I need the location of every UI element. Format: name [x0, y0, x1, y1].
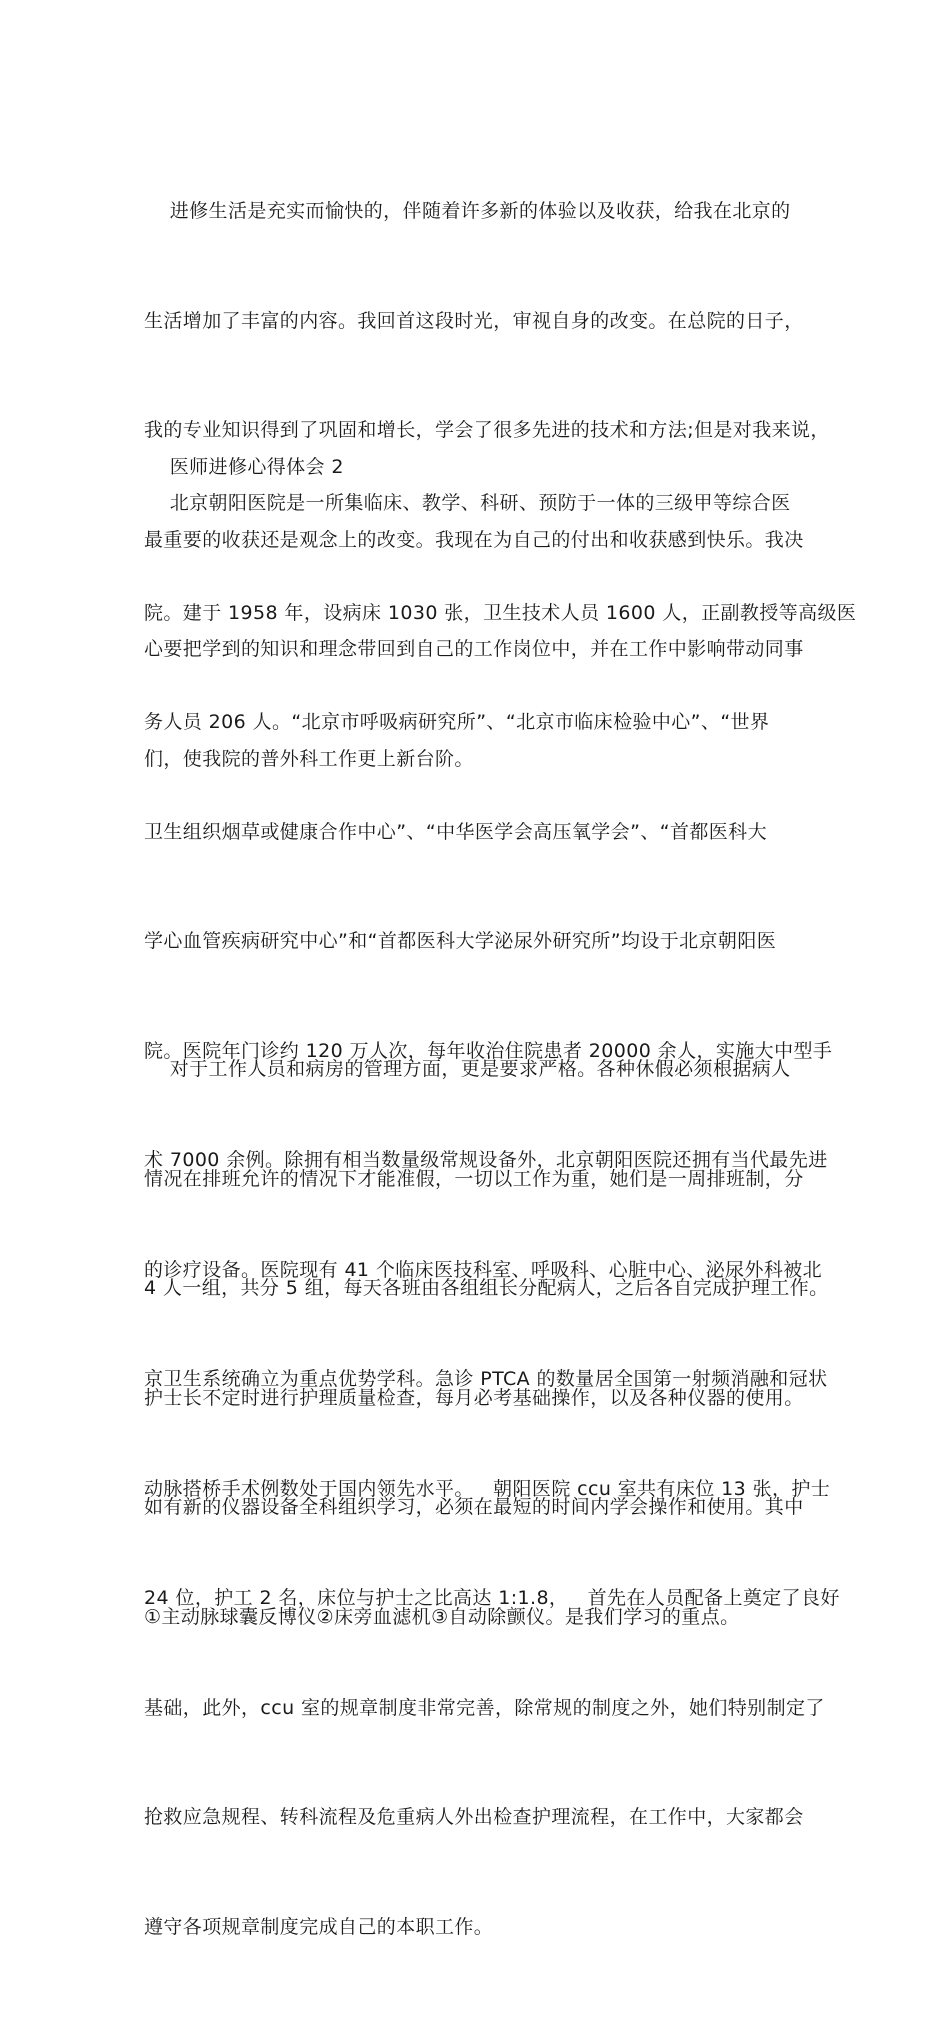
text-line: 们，使我院的普外科工作更上新台阶。 — [144, 747, 474, 770]
text-line: 遵守各项规章制度完成自己的本职工作。 — [144, 1915, 494, 1938]
text-line: 的诊疗设备。医院现有 41 个临床医技科室、呼吸科、心脏中心、泌尿外科被北 — [144, 1258, 823, 1281]
text-line: 最重要的收获还是观念上的改变。我现在为自己的付出和收获感到快乐。我决 — [144, 528, 804, 551]
text-line: 院。建于 1958 年，设病床 1030 张，卫生技术人员 1600 人，正副教授等高级医 — [144, 601, 857, 624]
text-line: 24 位，护工 2 名，床位与护士之比高达 1:1.8， 首先在人员配备上奠定了良好 — [144, 1587, 840, 1609]
text-line: 生活增加了丰富的内容。我回首这段时光，审视自身的改变。在总院的日子， — [144, 309, 804, 332]
text-line: 京卫生系统确立为重点优势学科。急诊 PTCA 的数量居全国第一射频消融和冠状 — [144, 1368, 828, 1390]
text-line: 动脉搭桥手术例数处于国内领先水平。 朝阳医院 ccu 室共有床位 13 张，护士 — [144, 1477, 831, 1500]
text-line: ①主动脉球囊反博仪②床旁血滤机③自动除颤仪。是我们学习的重点。 — [144, 1605, 740, 1628]
text-line: 北京朝阳医院是一所集临床、教学、科研、预防于一体的三级甲等综合医 — [144, 492, 791, 514]
text-line: 心要把学到的知识和理念带回到自己的工作岗位中，并在工作中影响带动同事 — [144, 638, 804, 660]
text-line: 卫生组织烟草或健康合作中心”、“中华医学会高压氧学会”、“首都医科大 — [144, 820, 767, 843]
text-line: 护士长不定时进行护理质量检查，每月必考基础操作，以及各种仪器的使用。 — [144, 1386, 804, 1409]
text-line: 如有新的仪器设备全科组织学习，必须在最短的时间内学会操作和使用。其中 — [144, 1496, 804, 1518]
text-line: 基础，此外，ccu 室的规章制度非常完善，除常规的制度之外，她们特别制定了 — [144, 1696, 825, 1719]
text-line: 对于工作人员和病房的管理方面，更是要求严格。各种休假必须根据病人 — [144, 1058, 791, 1080]
section-heading-text: 医师进修心得体会 2 — [144, 456, 344, 478]
text-line: 进修生活是充实而愉快的，伴随着许多新的体验以及收获，给我在北京的 — [144, 200, 791, 222]
text-line: 抢救应急规程、转科流程及危重病人外出检查护理流程，在工作中，大家都会 — [144, 1806, 804, 1828]
text-line: 学心血管疾病研究中心”和“首都医科大学泌尿外研究所”均设于北京朝阳医 — [144, 930, 777, 952]
text-line: 术 7000 余例。除拥有相当数量级常规设备外，北京朝阳医院还拥有当代最先进 — [144, 1149, 828, 1171]
text-line: 院。医院年门诊约 120 万人次，每年收治住院患者 20000 余人，实施大中型手 — [144, 1039, 833, 1062]
text-line: 务人员 206 人。“北京市呼吸病研究所”、“北京市临床检验中心”、“世界 — [144, 711, 770, 733]
text-line: 4 人一组，共分 5 组，每天各班由各组组长分配病人，之后各自完成护理工作。 — [144, 1277, 829, 1299]
paragraph-3 — [144, 978, 840, 1708]
text-line: 情况在排班允许的情况下才能准假，一切以工作为重，她们是一周排班制，分 — [144, 1167, 804, 1190]
text-line: 我的专业知识得到了巩固和增长，学会了很多先进的技术和方法;但是对我来说， — [144, 419, 830, 441]
